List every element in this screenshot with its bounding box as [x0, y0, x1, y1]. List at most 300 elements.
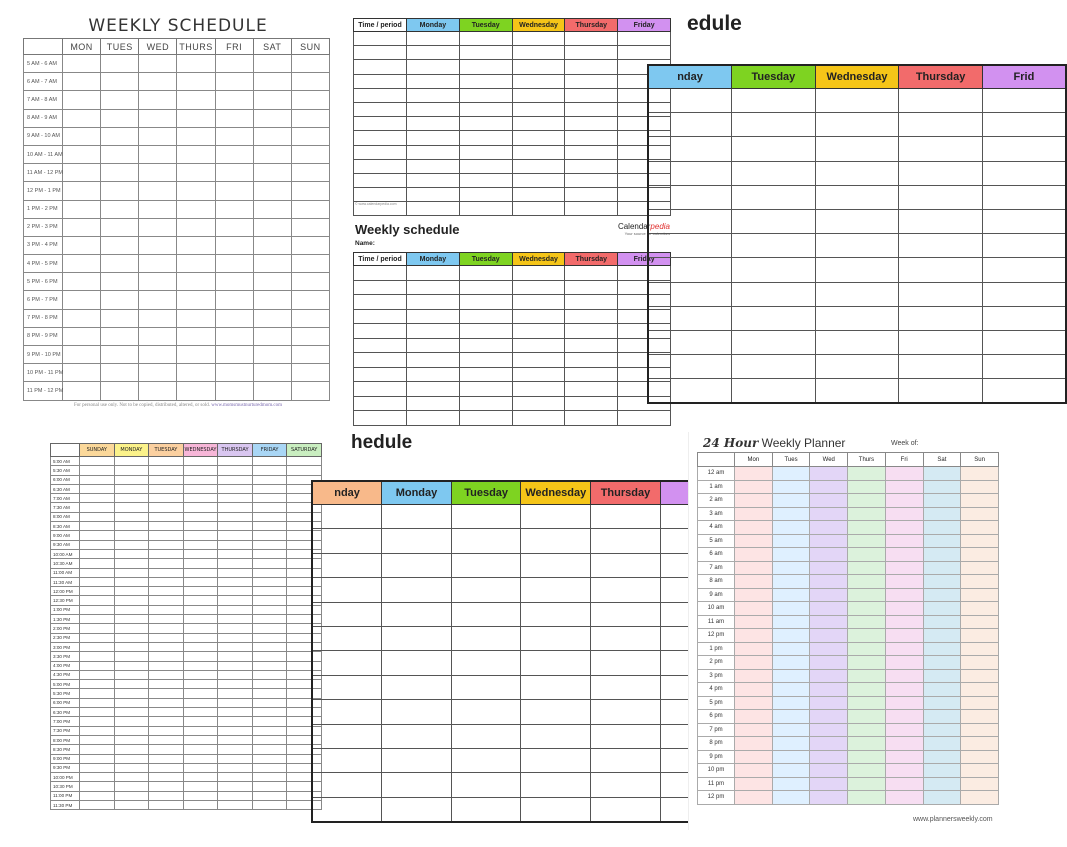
schedule-cell[interactable] — [139, 382, 177, 400]
schedule-cell[interactable] — [215, 364, 253, 382]
schedule-cell[interactable] — [177, 382, 215, 400]
schedule-cell[interactable] — [177, 346, 215, 364]
planner-cell[interactable] — [848, 494, 886, 508]
time-cell[interactable] — [354, 309, 407, 324]
schedule-cell[interactable] — [565, 338, 618, 353]
schedule-cell[interactable] — [183, 773, 218, 782]
schedule-cell[interactable] — [114, 494, 149, 503]
schedule-cell[interactable] — [521, 675, 591, 699]
schedule-cell[interactable] — [114, 615, 149, 624]
schedule-cell[interactable] — [218, 633, 253, 642]
schedule-cell[interactable] — [218, 782, 253, 791]
schedule-cell[interactable] — [139, 273, 177, 291]
schedule-cell[interactable] — [382, 748, 452, 772]
schedule-cell[interactable] — [459, 353, 512, 368]
time-cell[interactable] — [354, 173, 407, 187]
schedule-cell[interactable] — [101, 327, 139, 345]
planner-cell[interactable] — [735, 629, 773, 643]
schedule-cell[interactable] — [732, 355, 816, 379]
schedule-cell[interactable] — [982, 379, 1066, 404]
schedule-cell[interactable] — [382, 626, 452, 650]
schedule-cell[interactable] — [459, 280, 512, 295]
schedule-cell[interactable] — [252, 615, 287, 624]
schedule-cell[interactable] — [648, 258, 732, 282]
schedule-cell[interactable] — [407, 324, 460, 339]
schedule-cell[interactable] — [218, 791, 253, 800]
planner-cell[interactable] — [885, 696, 923, 710]
schedule-cell[interactable] — [218, 754, 253, 763]
schedule-cell[interactable] — [149, 587, 184, 596]
schedule-cell[interactable] — [218, 596, 253, 605]
schedule-cell[interactable] — [139, 91, 177, 109]
schedule-cell[interactable] — [149, 475, 184, 484]
planner-cell[interactable] — [810, 764, 848, 778]
schedule-cell[interactable] — [63, 55, 101, 73]
schedule-cell[interactable] — [183, 661, 218, 670]
schedule-cell[interactable] — [183, 652, 218, 661]
schedule-cell[interactable] — [407, 88, 460, 102]
schedule-cell[interactable] — [139, 291, 177, 309]
schedule-cell[interactable] — [382, 651, 452, 675]
schedule-cell[interactable] — [114, 522, 149, 531]
schedule-cell[interactable] — [215, 127, 253, 145]
schedule-cell[interactable] — [521, 700, 591, 724]
schedule-cell[interactable] — [183, 475, 218, 484]
schedule-cell[interactable] — [512, 338, 565, 353]
schedule-cell[interactable] — [101, 109, 139, 127]
schedule-cell[interactable] — [512, 367, 565, 382]
planner-cell[interactable] — [810, 494, 848, 508]
schedule-cell[interactable] — [114, 466, 149, 475]
schedule-cell[interactable] — [149, 661, 184, 670]
schedule-cell[interactable] — [218, 522, 253, 531]
schedule-cell[interactable] — [149, 559, 184, 568]
schedule-cell[interactable] — [114, 596, 149, 605]
planner-cell[interactable] — [885, 561, 923, 575]
schedule-cell[interactable] — [80, 661, 115, 670]
schedule-cell[interactable] — [512, 295, 565, 310]
schedule-cell[interactable] — [252, 717, 287, 726]
schedule-cell[interactable] — [114, 568, 149, 577]
schedule-cell[interactable] — [252, 745, 287, 754]
planner-cell[interactable] — [810, 642, 848, 656]
schedule-cell[interactable] — [407, 159, 460, 173]
planner-cell[interactable] — [961, 507, 999, 521]
schedule-cell[interactable] — [183, 531, 218, 540]
schedule-cell[interactable] — [451, 797, 521, 822]
schedule-cell[interactable] — [407, 382, 460, 397]
schedule-cell[interactable] — [218, 494, 253, 503]
schedule-cell[interactable] — [815, 258, 899, 282]
schedule-cell[interactable] — [512, 159, 565, 173]
schedule-cell[interactable] — [565, 102, 618, 116]
planner-cell[interactable] — [923, 683, 961, 697]
planner-cell[interactable] — [848, 777, 886, 791]
planner-cell[interactable] — [885, 615, 923, 629]
schedule-cell[interactable] — [252, 726, 287, 735]
schedule-cell[interactable] — [149, 503, 184, 512]
schedule-cell[interactable] — [149, 540, 184, 549]
schedule-cell[interactable] — [149, 642, 184, 651]
planner-cell[interactable] — [961, 723, 999, 737]
schedule-cell[interactable] — [218, 549, 253, 558]
schedule-cell[interactable] — [407, 102, 460, 116]
planner-cell[interactable] — [735, 602, 773, 616]
schedule-cell[interactable] — [183, 615, 218, 624]
planner-cell[interactable] — [772, 696, 810, 710]
schedule-cell[interactable] — [149, 605, 184, 614]
schedule-cell[interactable] — [114, 800, 149, 809]
schedule-cell[interactable] — [183, 624, 218, 633]
schedule-cell[interactable] — [565, 188, 618, 202]
schedule-cell[interactable] — [252, 577, 287, 586]
schedule-cell[interactable] — [101, 218, 139, 236]
schedule-cell[interactable] — [732, 330, 816, 354]
schedule-cell[interactable] — [177, 164, 215, 182]
schedule-cell[interactable] — [732, 185, 816, 209]
schedule-cell[interactable] — [63, 327, 101, 345]
planner-cell[interactable] — [772, 588, 810, 602]
schedule-cell[interactable] — [80, 596, 115, 605]
schedule-cell[interactable] — [291, 182, 329, 200]
planner-cell[interactable] — [923, 615, 961, 629]
schedule-cell[interactable] — [291, 127, 329, 145]
schedule-cell[interactable] — [459, 382, 512, 397]
schedule-cell[interactable] — [253, 200, 291, 218]
schedule-cell[interactable] — [252, 522, 287, 531]
schedule-cell[interactable] — [407, 309, 460, 324]
schedule-cell[interactable] — [459, 188, 512, 202]
schedule-cell[interactable] — [114, 549, 149, 558]
planner-cell[interactable] — [735, 656, 773, 670]
schedule-cell[interactable] — [149, 466, 184, 475]
planner-cell[interactable] — [772, 561, 810, 575]
schedule-cell[interactable] — [114, 457, 149, 466]
planner-cell[interactable] — [772, 764, 810, 778]
schedule-cell[interactable] — [139, 364, 177, 382]
planner-cell[interactable] — [961, 480, 999, 494]
schedule-cell[interactable] — [218, 457, 253, 466]
time-cell[interactable] — [354, 88, 407, 102]
schedule-cell[interactable] — [591, 724, 661, 748]
schedule-cell[interactable] — [252, 661, 287, 670]
schedule-cell[interactable] — [149, 717, 184, 726]
schedule-cell[interactable] — [149, 484, 184, 493]
schedule-cell[interactable] — [815, 137, 899, 161]
schedule-cell[interactable] — [80, 615, 115, 624]
planner-cell[interactable] — [848, 642, 886, 656]
time-cell[interactable] — [354, 280, 407, 295]
planner-cell[interactable] — [810, 602, 848, 616]
schedule-cell[interactable] — [252, 605, 287, 614]
schedule-cell[interactable] — [183, 605, 218, 614]
schedule-cell[interactable] — [407, 338, 460, 353]
schedule-cell[interactable] — [80, 680, 115, 689]
planner-cell[interactable] — [772, 723, 810, 737]
schedule-cell[interactable] — [512, 324, 565, 339]
schedule-cell[interactable] — [565, 173, 618, 187]
schedule-cell[interactable] — [591, 626, 661, 650]
schedule-cell[interactable] — [591, 529, 661, 553]
schedule-cell[interactable] — [291, 364, 329, 382]
schedule-cell[interactable] — [177, 218, 215, 236]
schedule-cell[interactable] — [149, 522, 184, 531]
schedule-cell[interactable] — [512, 46, 565, 60]
schedule-cell[interactable] — [459, 131, 512, 145]
planner-cell[interactable] — [961, 791, 999, 805]
planner-cell[interactable] — [885, 521, 923, 535]
schedule-cell[interactable] — [407, 46, 460, 60]
schedule-cell[interactable] — [815, 379, 899, 404]
planner-cell[interactable] — [810, 467, 848, 481]
schedule-cell[interactable] — [218, 773, 253, 782]
schedule-cell[interactable] — [114, 754, 149, 763]
schedule-cell[interactable] — [252, 596, 287, 605]
schedule-cell[interactable] — [139, 327, 177, 345]
planner-cell[interactable] — [885, 723, 923, 737]
schedule-cell[interactable] — [732, 89, 816, 113]
schedule-cell[interactable] — [183, 708, 218, 717]
schedule-cell[interactable] — [451, 724, 521, 748]
planner-cell[interactable] — [772, 615, 810, 629]
planner-cell[interactable] — [810, 561, 848, 575]
schedule-cell[interactable] — [521, 797, 591, 822]
schedule-cell[interactable] — [521, 553, 591, 577]
schedule-cell[interactable] — [451, 505, 521, 529]
planner-cell[interactable] — [885, 750, 923, 764]
planner-cell[interactable] — [885, 507, 923, 521]
schedule-cell[interactable] — [114, 577, 149, 586]
planner-cell[interactable] — [810, 548, 848, 562]
planner-cell[interactable] — [885, 737, 923, 751]
schedule-cell[interactable] — [149, 735, 184, 744]
planner-cell[interactable] — [848, 548, 886, 562]
schedule-cell[interactable] — [218, 726, 253, 735]
schedule-cell[interactable] — [139, 109, 177, 127]
planner-cell[interactable] — [772, 534, 810, 548]
time-cell[interactable] — [354, 32, 407, 46]
planner-cell[interactable] — [735, 561, 773, 575]
schedule-cell[interactable] — [218, 745, 253, 754]
schedule-cell[interactable] — [149, 754, 184, 763]
planner-cell[interactable] — [810, 656, 848, 670]
schedule-cell[interactable] — [63, 291, 101, 309]
planner-cell[interactable] — [923, 575, 961, 589]
schedule-cell[interactable] — [114, 791, 149, 800]
schedule-cell[interactable] — [80, 735, 115, 744]
schedule-cell[interactable] — [149, 800, 184, 809]
schedule-cell[interactable] — [63, 182, 101, 200]
schedule-cell[interactable] — [183, 633, 218, 642]
planner-cell[interactable] — [848, 683, 886, 697]
planner-cell[interactable] — [923, 561, 961, 575]
planner-cell[interactable] — [735, 521, 773, 535]
schedule-cell[interactable] — [215, 291, 253, 309]
schedule-cell[interactable] — [407, 202, 460, 216]
planner-cell[interactable] — [848, 669, 886, 683]
planner-cell[interactable] — [735, 507, 773, 521]
schedule-cell[interactable] — [215, 273, 253, 291]
schedule-cell[interactable] — [252, 680, 287, 689]
schedule-cell[interactable] — [215, 236, 253, 254]
schedule-cell[interactable] — [815, 209, 899, 233]
schedule-cell[interactable] — [591, 553, 661, 577]
planner-cell[interactable] — [772, 737, 810, 751]
schedule-cell[interactable] — [382, 797, 452, 822]
schedule-cell[interactable] — [215, 145, 253, 163]
schedule-cell[interactable] — [565, 266, 618, 281]
schedule-cell[interactable] — [101, 291, 139, 309]
schedule-cell[interactable] — [459, 173, 512, 187]
schedule-cell[interactable] — [114, 531, 149, 540]
schedule-cell[interactable] — [215, 309, 253, 327]
schedule-cell[interactable] — [139, 200, 177, 218]
schedule-cell[interactable] — [732, 234, 816, 258]
schedule-cell[interactable] — [512, 382, 565, 397]
schedule-cell[interactable] — [407, 396, 460, 411]
schedule-cell[interactable] — [183, 587, 218, 596]
schedule-cell[interactable] — [648, 209, 732, 233]
planner-cell[interactable] — [885, 480, 923, 494]
time-cell[interactable] — [354, 74, 407, 88]
schedule-cell[interactable] — [459, 88, 512, 102]
schedule-cell[interactable] — [521, 724, 591, 748]
schedule-cell[interactable] — [253, 182, 291, 200]
schedule-cell[interactable] — [215, 327, 253, 345]
schedule-cell[interactable] — [80, 773, 115, 782]
planner-cell[interactable] — [923, 494, 961, 508]
planner-cell[interactable] — [772, 494, 810, 508]
planner-cell[interactable] — [810, 791, 848, 805]
schedule-cell[interactable] — [252, 791, 287, 800]
schedule-cell[interactable] — [512, 74, 565, 88]
schedule-cell[interactable] — [451, 602, 521, 626]
schedule-cell[interactable] — [291, 327, 329, 345]
schedule-cell[interactable] — [521, 748, 591, 772]
schedule-cell[interactable] — [312, 602, 382, 626]
calendarpedia-schedule-tile[interactable] — [351, 16, 674, 414]
time-cell[interactable] — [354, 145, 407, 159]
planner-cell[interactable] — [923, 777, 961, 791]
schedule-cell[interactable] — [114, 624, 149, 633]
schedule-cell[interactable] — [459, 117, 512, 131]
schedule-cell[interactable] — [648, 137, 732, 161]
schedule-cell[interactable] — [139, 164, 177, 182]
planner-cell[interactable] — [885, 777, 923, 791]
planner-cell[interactable] — [848, 575, 886, 589]
planner-cell[interactable] — [961, 642, 999, 656]
schedule-cell[interactable] — [80, 549, 115, 558]
planner-cell[interactable] — [810, 521, 848, 535]
schedule-cell[interactable] — [149, 670, 184, 679]
planner-cell[interactable] — [961, 561, 999, 575]
colored-schedule-tile-cropped[interactable] — [677, 10, 1035, 410]
schedule-cell[interactable] — [312, 578, 382, 602]
schedule-cell[interactable] — [252, 708, 287, 717]
schedule-cell[interactable] — [252, 484, 287, 493]
schedule-cell[interactable] — [732, 282, 816, 306]
schedule-cell[interactable] — [80, 577, 115, 586]
schedule-cell[interactable] — [215, 382, 253, 400]
schedule-cell[interactable] — [183, 466, 218, 475]
schedule-cell[interactable] — [618, 32, 671, 46]
schedule-cell[interactable] — [80, 708, 115, 717]
planner-cell[interactable] — [885, 629, 923, 643]
schedule-cell[interactable] — [982, 137, 1066, 161]
schedule-cell[interactable] — [382, 505, 452, 529]
schedule-cell[interactable] — [183, 689, 218, 698]
schedule-cell[interactable] — [451, 578, 521, 602]
schedule-cell[interactable] — [312, 626, 382, 650]
schedule-cell[interactable] — [291, 236, 329, 254]
planner-cell[interactable] — [810, 629, 848, 643]
schedule-cell[interactable] — [218, 670, 253, 679]
schedule-cell[interactable] — [512, 131, 565, 145]
schedule-cell[interactable] — [80, 800, 115, 809]
schedule-cell[interactable] — [114, 773, 149, 782]
schedule-cell[interactable] — [291, 273, 329, 291]
schedule-cell[interactable] — [312, 651, 382, 675]
planner-cell[interactable] — [848, 750, 886, 764]
schedule-cell[interactable] — [252, 559, 287, 568]
planner-cell[interactable] — [810, 777, 848, 791]
schedule-cell[interactable] — [382, 675, 452, 699]
schedule-cell[interactable] — [565, 32, 618, 46]
schedule-cell[interactable] — [291, 91, 329, 109]
schedule-cell[interactable] — [218, 735, 253, 744]
schedule-cell[interactable] — [732, 209, 816, 233]
planner-cell[interactable] — [810, 534, 848, 548]
schedule-cell[interactable] — [982, 185, 1066, 209]
planner-cell[interactable] — [848, 764, 886, 778]
schedule-cell[interactable] — [407, 32, 460, 46]
planner-cell[interactable] — [735, 467, 773, 481]
schedule-cell[interactable] — [101, 91, 139, 109]
schedule-cell[interactable] — [648, 330, 732, 354]
planner-cell[interactable] — [961, 615, 999, 629]
schedule-cell[interactable] — [291, 145, 329, 163]
planner-cell[interactable] — [848, 561, 886, 575]
planner-cell[interactable] — [848, 791, 886, 805]
schedule-cell[interactable] — [312, 748, 382, 772]
schedule-cell[interactable] — [407, 74, 460, 88]
schedule-cell[interactable] — [291, 255, 329, 273]
planner-cell[interactable] — [961, 710, 999, 724]
schedule-cell[interactable] — [114, 698, 149, 707]
planner-cell[interactable] — [885, 467, 923, 481]
schedule-cell[interactable] — [218, 708, 253, 717]
schedule-cell[interactable] — [253, 127, 291, 145]
planner-cell[interactable] — [810, 737, 848, 751]
schedule-cell[interactable] — [114, 689, 149, 698]
schedule-cell[interactable] — [114, 745, 149, 754]
planner-cell[interactable] — [810, 480, 848, 494]
planner-cell[interactable] — [810, 683, 848, 697]
planner-cell[interactable] — [961, 521, 999, 535]
schedule-cell[interactable] — [648, 306, 732, 330]
schedule-cell[interactable] — [382, 700, 452, 724]
schedule-cell[interactable] — [183, 559, 218, 568]
schedule-cell[interactable] — [80, 726, 115, 735]
schedule-cell[interactable] — [149, 698, 184, 707]
schedule-cell[interactable] — [218, 466, 253, 475]
schedule-cell[interactable] — [512, 353, 565, 368]
schedule-cell[interactable] — [63, 91, 101, 109]
time-cell[interactable] — [354, 117, 407, 131]
schedule-cell[interactable] — [149, 652, 184, 661]
schedule-cell[interactable] — [80, 475, 115, 484]
schedule-cell[interactable] — [114, 559, 149, 568]
